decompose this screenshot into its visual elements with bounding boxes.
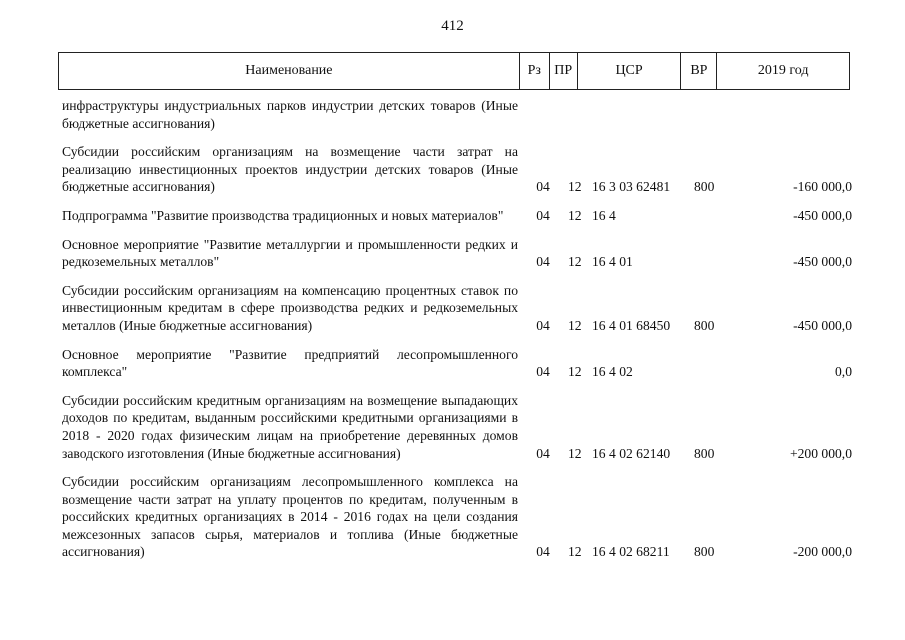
page-number: 412	[441, 18, 464, 34]
row-name: инфраструктуры индустриальных парков индустрии детских товаров (Иные бюджетные ассигнования)	[62, 98, 518, 131]
row-csr: 16 4 02	[592, 364, 633, 380]
table-row	[62, 207, 852, 225]
table-row	[62, 143, 852, 196]
row-rz: 04	[536, 207, 550, 223]
row-amount: -450 000,0	[793, 254, 852, 270]
header-rz: Рз	[520, 53, 550, 89]
row-csr: 16 4 01 68450	[592, 317, 671, 333]
row-rz: 04	[536, 317, 550, 333]
row-csr: 16 4	[592, 207, 616, 223]
row-amount: -450 000,0	[793, 207, 852, 223]
row-name: Субсидии российским организациям лесопромышленного комплекса на возмещение части затрат на уплату процентов по кредитам, полученным в российских кредитных организациях в 2014 - 2016 годах на цели создания межсезонных запасов сырья, материалов и топлива (Иные бюджетные ассигнования)	[62, 474, 518, 560]
row-name: Субсидии российским кредитным организациям на возмещение выпадающих доходов по кредитам, выданным российскими кредитными организациями в 2018 - 2020 годах физическим лицам на приобретение деревянных домов заводского изготовления (Иные бюджетные ассигнования)	[62, 392, 518, 461]
table-body	[62, 97, 852, 572]
row-pr: 12	[568, 544, 582, 560]
row-pr: 12	[568, 317, 582, 333]
row-name: Основное мероприятие "Развитие предприятий лесопромышленного комплекса"	[62, 346, 518, 380]
row-rz: 04	[536, 254, 550, 270]
row-amount: 0,0	[835, 364, 852, 380]
row-amount: +200 000,0	[789, 445, 852, 461]
table-row	[62, 473, 852, 561]
header-pr: ПР	[550, 53, 578, 89]
row-pr: 12	[568, 254, 582, 270]
row-pr: 12	[568, 207, 582, 223]
row-name: Подпрограмма "Развитие производства традиционных и новых материалов"	[62, 207, 504, 223]
row-vr: 800	[694, 317, 715, 333]
row-rz: 04	[536, 544, 550, 560]
row-amount: -160 000,0	[793, 179, 852, 195]
row-vr: 800	[694, 544, 715, 560]
row-csr: 16 3 03 62481	[592, 179, 671, 195]
row-rz: 04	[536, 364, 550, 380]
table-row	[62, 97, 852, 132]
table-row	[62, 282, 852, 335]
row-name: Основное мероприятие "Развитие металлургии и промышленности редких и редкоземельных металлов"	[62, 236, 518, 270]
header-csr: ЦСР	[578, 53, 682, 89]
header-year: 2019 год	[757, 63, 809, 78]
row-name: Субсидии российским организациям на возмещение части затрат на реализацию инвестиционных проектов индустрии детских товаров (Иные бюджетные ассигнования)	[62, 144, 518, 195]
row-csr: 16 4 02 68211	[592, 544, 670, 560]
row-rz: 04	[536, 445, 550, 461]
row-vr: 800	[694, 179, 715, 195]
row-vr: 800	[694, 445, 715, 461]
table-row	[62, 346, 852, 381]
row-amount: -450 000,0	[793, 317, 852, 333]
header-vr: ВР	[681, 53, 717, 89]
table-row	[62, 392, 852, 462]
row-rz: 04	[536, 179, 550, 195]
row-csr: 16 4 02 62140	[592, 445, 671, 461]
header-name: Наименование	[59, 53, 520, 89]
row-amount: -200 000,0	[793, 544, 852, 560]
row-name: Субсидии российским организациям на компенсацию процентных ставок по инвестиционным кредитам в сфере производства редких и редкоземельных металлов (Иные бюджетные ассигнования)	[62, 282, 518, 333]
row-pr: 12	[568, 364, 582, 380]
row-csr: 16 4 01	[592, 254, 633, 270]
row-pr: 12	[568, 445, 582, 461]
table-row	[62, 236, 852, 271]
row-pr: 12	[568, 179, 582, 195]
table-header	[58, 52, 850, 90]
